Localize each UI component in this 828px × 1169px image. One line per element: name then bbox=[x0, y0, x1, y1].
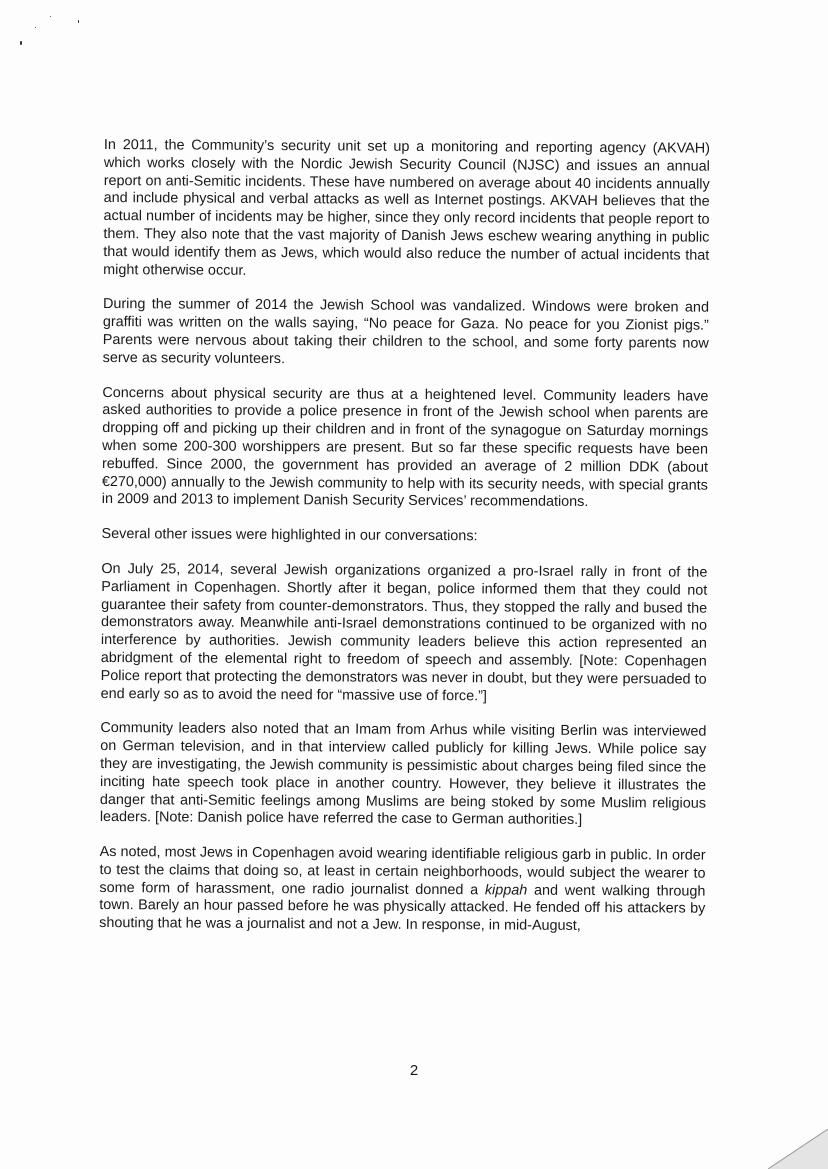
paragraph-akvah: In 2011, the Community’s security unit set up a monitoring and reporting agency (AKVAH) which works closely with the Nordic Jewish Security Council (NJSC) and issues an annual report on anti-Semitic incidents. These have numbered on average about 40 incidents annually and include physical and verbal attacks as well as Internet postings. AKVAH believes that the actual number of incidents may be higher, since they only record incidents that people report to them. They also note that the vast majority of Danish Jews eschew wearing anything in public that would identify them as Jews, which would also reduce the number of actual incidents that might otherwise occur. bbox=[103, 137, 710, 279]
document-body bbox=[99, 137, 710, 954]
paragraph-rally: On July 25, 2014, several Jewish organizations organized a pro-Israel rally in front of the Parliament in Copenhagen. Shortly after it began, police informed them that they could not guarantee their safety from counter-demonstrators. Thus, they stopped the rally and bused the demonstrators away. Meanwhile anti-Israel demonstrations continued to be organized with no interference by authorities. Jewish community leaders believe this action represented an abridgment of the elemental right to freedom of speech and assembly. [Note: Copenhagen Police report that protecting the demonstrators was never in doubt, but they were persuaded to end early so as to avoid the need for “massive use of force.”] bbox=[100, 560, 708, 704]
paragraph-kippah-text-start: As noted, most Jews in Copenhagen avoid wearing identifiable religious garb in public. In order to test the claims that doing so, at least in certain neighborhoods, would subject the wearer to some form of harassment, one radio journalist donned a bbox=[99, 844, 706, 899]
paragraph-kippah-text-end: and went walking through town. Barely an hour passed before he was physically attacked. He fended off his attackers by shouting that he was a journalist and not a Jew. In response, in mid-August, bbox=[99, 882, 706, 935]
page-curl-corner bbox=[768, 1129, 828, 1169]
paragraph-other-issues: Several other issues were highlighted in our conversations: bbox=[101, 526, 478, 545]
paragraph-security-concerns: Concerns about physical security are thus at a heightened level. Community leaders have asked authorities to provide a police presence in front of the Jewish school when parents are dropping off and picking up their children and in front of the synagogue on Saturday mornings when some 200-300 worshippers are present. But so far these specific requests have been rebuffed. Since 2000, the government has provided an average of 2 million DDK (about €270,000) annually to the Jewish community to help with its security needs, with special grants in 2009 and 2013 to implement Danish Security Services’ recommendations. bbox=[101, 384, 709, 511]
paragraph-imam: Community leaders also noted that an Imam from Arhus while visiting Berlin was interviewed on German television, and in that interview called publicly for killing Jews. While police say they are investigating, the Jewish community is pessimistic about charges being filed since the inciting hate speech took place in another country. However, they believe it illustrates the danger that anti-Semitic feelings among Muslims are being stoked by some Muslim religious leaders. [Note: Danish police have referred the case to German authorities.] bbox=[99, 720, 707, 829]
kippah-word: kippah bbox=[484, 882, 528, 899]
page-number: 2 bbox=[409, 1062, 419, 1079]
paragraph-school-vandalism: During the summer of 2014 the Jewish School was vandalized. Windows were broken and graffiti was written on the walls saying, “No peace for Gaza. No peace for you Zionist pigs.” Parents were nervous about taking their children to the school, and some forty parents now serve as security volunteers. bbox=[102, 296, 710, 367]
paragraph-kippah bbox=[99, 844, 706, 937]
